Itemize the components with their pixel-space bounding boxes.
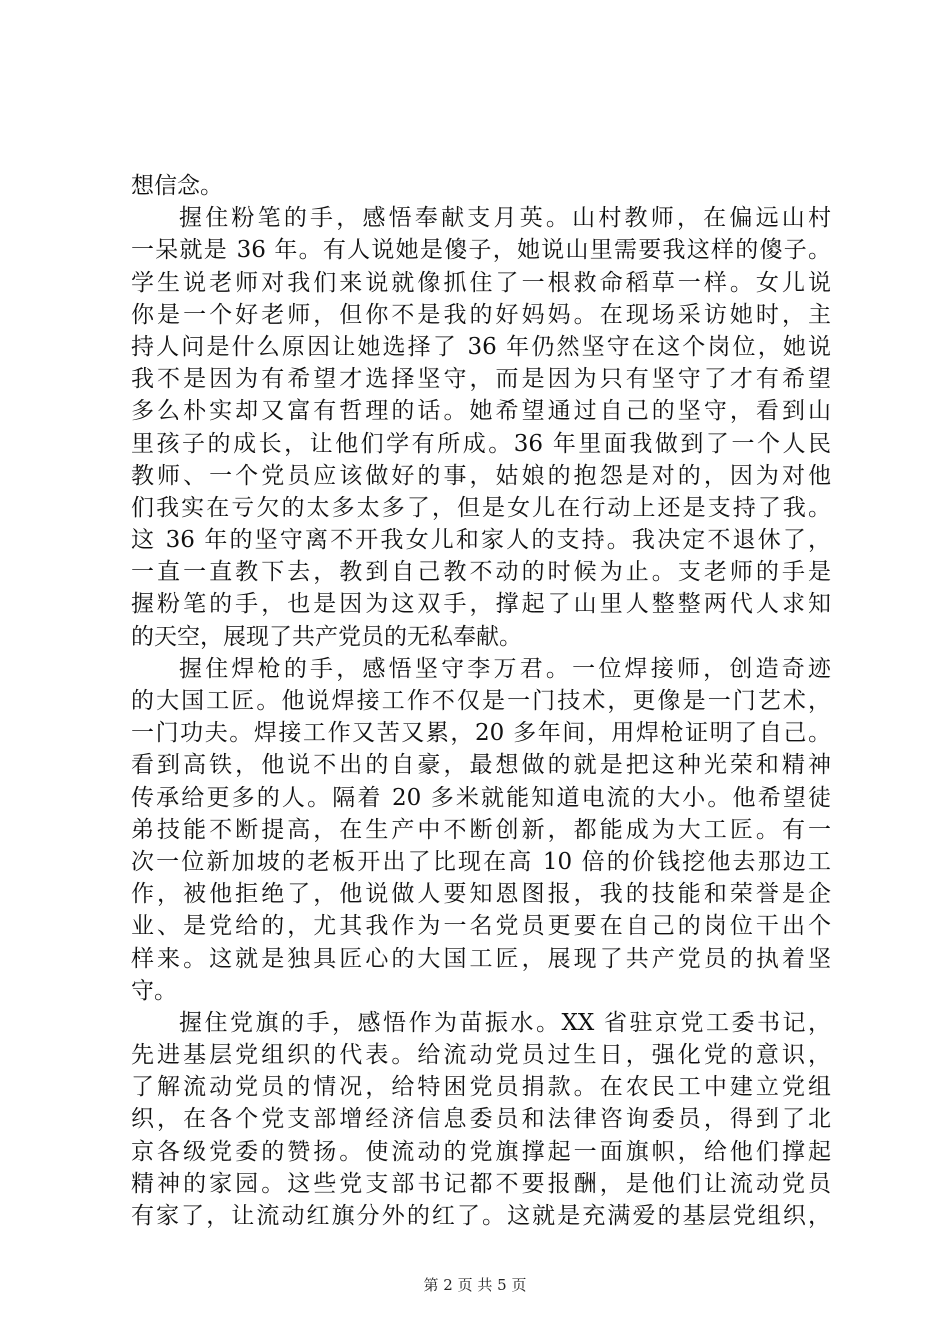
text-line: 织，在各个党支部增经济信息委员和法律咨询委员，得到了北	[131, 1106, 831, 1133]
text-line: 京各级党委的赞扬。使流动的党旗撑起一面旗帜，给他们撑起	[131, 1138, 831, 1165]
page-footer	[0, 1275, 950, 1295]
text-line: 你是一个好老师，但你不是我的好妈妈。在现场采访她时，主	[131, 301, 831, 328]
text-line: 学生说老师对我们来说就像抓住了一根救命稻草一样。女儿说	[131, 269, 831, 296]
text-line: 守。	[131, 977, 177, 1004]
paragraph	[131, 653, 831, 1007]
text-line: 了解流动党员的情况，给特困党员捐款。在农民工中建立党组	[131, 1074, 831, 1101]
text-line: 的天空，展现了共产党员的无私奉献。	[131, 623, 522, 650]
text-line: 传承给更多的人。隔着 20 多米就能知道电流的大小。他希望徒	[131, 784, 831, 811]
paragraph	[131, 202, 831, 653]
text-line: 样来。这就是独具匠心的大国工匠，展现了共产党员的执着坚	[131, 945, 831, 972]
text-line: 握住党旗的手，感悟作为苗振水。XX 省驻京党工委书记，	[179, 1009, 831, 1036]
text-line: 持人问是什么原因让她选择了 36 年仍然坚守在这个岗位，她说	[131, 333, 831, 360]
text-line: 精神的家园。这些党支部书记都不要报酬，是他们让流动党员	[131, 1170, 831, 1197]
text-line: 次一位新加坡的老板开出了比现在高 10 倍的价钱挖他去那边工	[131, 848, 831, 875]
paragraph	[131, 170, 831, 202]
text-line: 我不是因为有希望才选择坚守，而是因为只有坚守了才有希望	[131, 366, 831, 393]
text-line: 握住焊枪的手，感悟坚守李万君。一位焊接师，创造奇迹	[179, 655, 831, 682]
text-line: 一直一直教下去，教到自己教不动的时候为止。支老师的手是	[131, 559, 831, 586]
page-number: 第 2 页 共 5 页	[423, 1276, 527, 1294]
text-line: 业、是党给的，尤其我作为一名党员更要在自己的岗位干出个	[131, 913, 831, 940]
document-body	[131, 170, 831, 1232]
text-line: 看到高铁，他说不出的自豪，最想做的就是把这种光荣和精神	[131, 752, 831, 779]
text-line: 先进基层党组织的代表。给流动党员过生日，强化党的意识，	[131, 1042, 831, 1069]
text-line: 握粉笔的手，也是因为这双手，撑起了山里人整整两代人求知	[131, 591, 831, 618]
paragraph	[131, 1007, 831, 1232]
text-line: 多么朴实却又富有哲理的话。她希望通过自己的坚守，看到山	[131, 398, 831, 425]
text-line: 握住粉笔的手，感悟奉献支月英。山村教师，在偏远山村	[179, 205, 831, 232]
text-line: 一呆就是 36 年。有人说她是傻子，她说山里需要我这样的傻子。	[131, 237, 831, 264]
text-line: 弟技能不断提高，在生产中不断创新，都能成为大工匠。有一	[131, 816, 831, 843]
text-line: 们我实在亏欠的太多太多了，但是女儿在行动上还是支持了我。	[131, 494, 831, 521]
text-line: 这 36 年的坚守离不开我女儿和家人的支持。我决定不退休了，	[131, 527, 831, 554]
text-line: 作，被他拒绝了，他说做人要知恩图报，我的技能和荣誉是企	[131, 881, 831, 908]
text-line: 里孩子的成长，让他们学有所成。36 年里面我做到了一个人民	[131, 430, 831, 457]
text-line: 教师、一个党员应该做好的事，姑娘的抱怨是对的，因为对他	[131, 462, 831, 489]
text-line: 一门功夫。焊接工作又苦又累，20 多年间，用焊枪证明了自己。	[131, 720, 831, 747]
text-line: 想信念。	[131, 173, 223, 199]
text-line: 的大国工匠。他说焊接工作不仅是一门技术，更像是一门艺术，	[131, 688, 831, 714]
text-line: 有家了，让流动红旗分外的红了。这就是充满爱的基层党组织，	[131, 1203, 831, 1229]
